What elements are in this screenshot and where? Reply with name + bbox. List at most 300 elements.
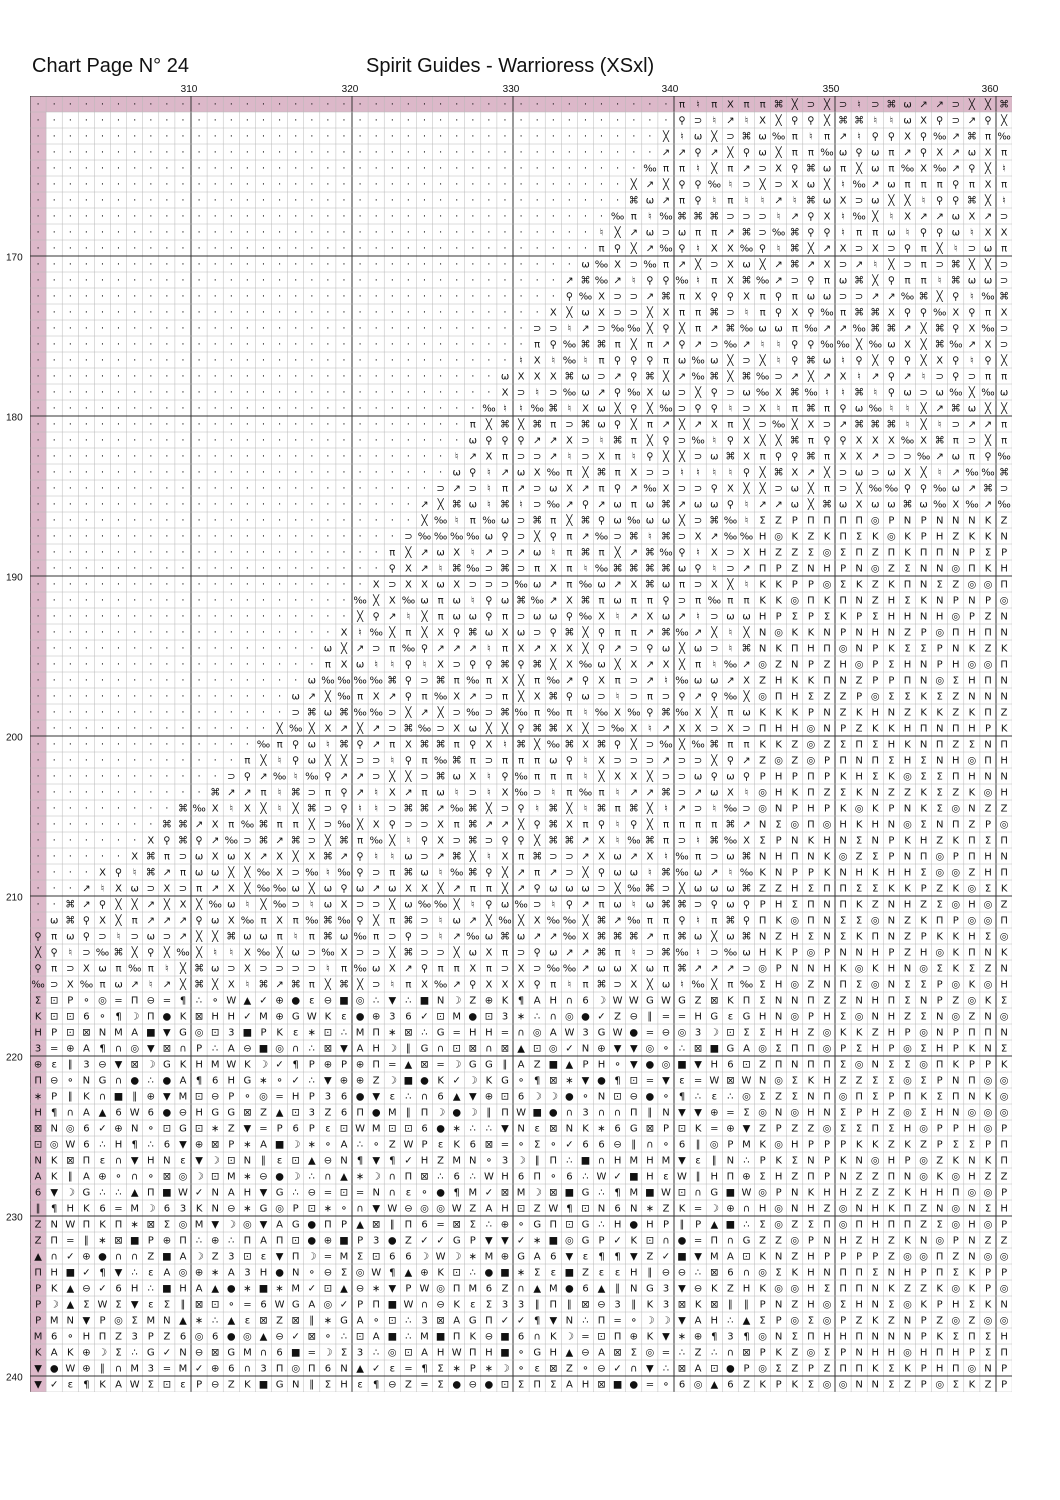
svg-text:‰: ‰ [820, 339, 834, 351]
svg-text:‰: ‰ [997, 499, 1011, 511]
svg-text:Χ: Χ [598, 611, 605, 623]
svg-text:♮: ♮ [1002, 195, 1006, 207]
svg-text:Π: Π [774, 691, 783, 703]
svg-text:◎: ◎ [854, 659, 864, 671]
svg-text:⊃: ⊃ [629, 307, 638, 319]
svg-text:·: · [52, 531, 56, 543]
svg-text:‰: ‰ [433, 979, 448, 991]
svg-text:Σ: Σ [904, 691, 911, 703]
svg-text:·: · [261, 147, 266, 159]
svg-text:Χ: Χ [598, 835, 605, 847]
column-label-320: 320 [341, 84, 359, 95]
svg-text:╳: ╳ [968, 387, 975, 399]
svg-text:⚲: ⚲ [565, 899, 574, 911]
svg-text:╳: ╳ [179, 963, 187, 975]
svg-text:⊃: ⊃ [355, 755, 365, 767]
svg-text:·: · [261, 691, 266, 703]
svg-text:·: · [487, 163, 491, 175]
svg-text:‰: ‰ [755, 275, 770, 287]
svg-text:⚲: ⚲ [742, 915, 751, 927]
svg-text:Ζ: Ζ [855, 1315, 863, 1327]
svg-text:⌘: ⌘ [741, 883, 752, 895]
svg-text:╳: ╳ [920, 467, 927, 479]
svg-text:Ν: Ν [774, 803, 783, 815]
svg-text:‰: ‰ [305, 915, 319, 927]
svg-text:╳: ╳ [357, 611, 364, 623]
svg-text:Σ: Σ [775, 1043, 782, 1055]
svg-text:Ν: Ν [887, 931, 896, 943]
svg-text:☽: ☽ [709, 1027, 719, 1039]
svg-text:π: π [695, 323, 702, 335]
svg-text:⊃: ⊃ [677, 771, 687, 783]
svg-text:·: · [229, 387, 233, 399]
svg-text:Χ: Χ [887, 307, 895, 319]
svg-text:·: · [326, 611, 330, 623]
svg-text:Η: Η [935, 1187, 944, 1199]
svg-text:¶: ¶ [614, 1187, 621, 1199]
svg-text:◎: ◎ [887, 531, 896, 543]
svg-text:Ρ: Ρ [840, 627, 847, 639]
svg-text:π: π [856, 227, 863, 239]
svg-text:╳: ╳ [292, 803, 299, 815]
svg-text:A: A [485, 1203, 493, 1215]
svg-text:A: A [227, 1267, 235, 1279]
svg-text:·: · [358, 99, 362, 111]
svg-text:Ρ: Ρ [791, 771, 798, 783]
svg-text:Σ: Σ [872, 1091, 879, 1103]
svg-text:◎: ◎ [291, 1363, 301, 1375]
svg-text:Κ: Κ [791, 675, 799, 687]
svg-text:⌘: ⌘ [564, 835, 575, 847]
svg-text:⊠: ⊠ [613, 1347, 622, 1359]
svg-text:♮: ♮ [487, 851, 491, 863]
svg-text:·: · [294, 211, 298, 223]
svg-text:Ν: Ν [823, 979, 831, 991]
svg-text:Η: Η [952, 755, 960, 767]
svg-text:♮: ♮ [744, 115, 749, 127]
svg-text:·: · [213, 579, 217, 591]
svg-text:·: · [648, 115, 652, 127]
svg-text:‰: ‰ [723, 947, 738, 959]
svg-text:Ρ: Ρ [920, 931, 927, 943]
svg-text:G: G [146, 1347, 155, 1359]
svg-text:◎: ◎ [790, 819, 800, 831]
svg-text:·: · [422, 179, 427, 191]
svg-text:π: π [791, 131, 798, 143]
svg-text:Η: Η [839, 1235, 847, 1247]
svg-text:♮: ♮ [374, 787, 378, 799]
svg-text:·: · [551, 99, 555, 111]
svg-text:Η: Η [34, 1107, 42, 1119]
svg-text:‰: ‰ [417, 723, 432, 735]
svg-text:π: π [727, 163, 734, 175]
svg-text:Ν: Ν [774, 1011, 783, 1023]
svg-text:♮: ♮ [696, 947, 700, 959]
svg-text:♮: ♮ [438, 915, 443, 927]
svg-text:ω: ω [516, 627, 526, 639]
svg-text:·: · [358, 147, 362, 159]
svg-text:·: · [245, 435, 249, 447]
svg-text:ε: ε [470, 1299, 476, 1311]
svg-text:Ν: Ν [807, 563, 815, 575]
svg-text:⊃: ⊃ [710, 947, 719, 959]
svg-text:Π: Π [871, 1123, 880, 1135]
svg-text:·: · [84, 531, 88, 543]
svg-text:·: · [84, 803, 88, 815]
svg-text:π: π [550, 419, 557, 431]
svg-text:Ν: Ν [903, 1171, 912, 1183]
svg-text:·: · [519, 307, 523, 319]
svg-text:✓: ✓ [436, 1235, 445, 1247]
svg-text:⚲: ⚲ [613, 355, 622, 367]
svg-text:♮: ♮ [793, 195, 797, 207]
svg-text:Χ: Χ [99, 915, 106, 927]
svg-text:π: π [598, 787, 605, 799]
svg-text:⌘: ⌘ [145, 851, 156, 863]
svg-text:·: · [52, 755, 56, 767]
svg-text:⌘: ⌘ [596, 467, 607, 479]
svg-text:Π: Π [823, 1091, 831, 1103]
svg-text:Η: Η [823, 1075, 831, 1087]
svg-text:Ν: Ν [791, 1187, 799, 1199]
svg-text:ω: ω [999, 387, 1009, 399]
svg-text:‰: ‰ [610, 211, 625, 223]
svg-text:↗: ↗ [645, 675, 655, 687]
svg-text:π: π [662, 259, 670, 271]
svg-text:·: · [439, 227, 443, 239]
svg-text:·: · [278, 659, 282, 671]
svg-text:A: A [34, 1171, 42, 1183]
svg-text:π: π [711, 819, 718, 831]
svg-text:⌘: ⌘ [870, 323, 881, 335]
svg-text:·: · [358, 419, 362, 431]
svg-text:⌘: ⌘ [661, 947, 671, 959]
svg-text:Ν: Ν [82, 1075, 91, 1087]
svg-text:Π: Π [807, 995, 815, 1007]
svg-text:·: · [149, 275, 153, 287]
svg-text:G: G [581, 1187, 590, 1199]
svg-text:◎: ◎ [999, 1091, 1009, 1103]
svg-text:Η: Η [613, 1219, 622, 1231]
svg-text:·: · [245, 467, 249, 479]
svg-text:Ρ: Ρ [888, 803, 895, 815]
svg-text:⊖: ⊖ [98, 1059, 107, 1071]
svg-text:∴: ∴ [598, 1219, 605, 1231]
svg-text:Π: Π [855, 1283, 863, 1295]
svg-text:ω: ω [404, 851, 413, 863]
svg-text:·: · [52, 323, 56, 335]
svg-text:⊃: ⊃ [452, 659, 461, 671]
svg-text:·: · [116, 643, 121, 655]
svg-text:·: · [181, 179, 185, 191]
svg-text:·: · [68, 99, 72, 111]
svg-text:·: · [133, 163, 137, 175]
svg-text:Χ: Χ [871, 435, 879, 447]
svg-text:⚬: ⚬ [516, 1075, 526, 1087]
svg-text:·: · [632, 163, 636, 175]
svg-text:A: A [227, 1043, 235, 1055]
svg-text:·: · [165, 467, 169, 479]
svg-text:Σ: Σ [163, 1219, 171, 1231]
svg-text:⚲: ⚲ [887, 131, 896, 143]
svg-text:⌘: ⌘ [500, 659, 510, 671]
svg-text:∗: ∗ [211, 1267, 220, 1279]
svg-text:↗: ↗ [790, 371, 799, 383]
svg-text:·: · [229, 691, 233, 703]
svg-text:▲: ▲ [565, 1059, 574, 1071]
svg-text:π: π [646, 691, 653, 703]
svg-text:·: · [310, 451, 314, 463]
svg-text:∩: ∩ [565, 1107, 574, 1119]
svg-text:⚲: ⚲ [581, 499, 590, 511]
svg-text:⚲: ⚲ [163, 835, 171, 847]
svg-text:·: · [100, 707, 105, 719]
svg-text:3: 3 [727, 1331, 734, 1343]
svg-text:ω: ω [500, 595, 510, 607]
svg-text:Χ: Χ [710, 547, 718, 559]
svg-text:Σ: Σ [968, 1139, 976, 1151]
svg-text:·: · [52, 547, 56, 559]
svg-text:·: · [197, 323, 201, 335]
svg-text:·: · [213, 323, 217, 335]
svg-text:·: · [245, 115, 249, 127]
svg-text:⊃: ⊃ [790, 275, 799, 287]
svg-text:Ν: Ν [952, 515, 960, 527]
svg-text:▲: ▲ [66, 1299, 75, 1311]
svg-text:⌘: ⌘ [403, 867, 414, 879]
svg-text:⊃: ⊃ [565, 867, 574, 879]
svg-text:Ρ: Ρ [952, 595, 959, 607]
svg-text:⊃: ⊃ [661, 771, 671, 783]
svg-text:·: · [294, 115, 298, 127]
svg-text:Ν: Ν [855, 627, 863, 639]
svg-text:ω: ω [130, 883, 139, 895]
svg-text:Ν: Ν [952, 1075, 960, 1087]
svg-text:·: · [213, 675, 217, 687]
svg-text:6: 6 [147, 1107, 154, 1119]
svg-text:Η: Η [903, 723, 912, 735]
svg-text:∩: ∩ [726, 1235, 735, 1247]
svg-text:‰: ‰ [176, 947, 190, 959]
svg-text:Σ: Σ [888, 1123, 895, 1135]
svg-text:Χ: Χ [630, 579, 638, 591]
svg-text:⊡: ⊡ [211, 1027, 220, 1039]
svg-text:Σ: Σ [34, 995, 42, 1007]
svg-text:╳: ╳ [196, 931, 203, 943]
svg-text:‰: ‰ [836, 339, 850, 351]
svg-text:Ν: Ν [565, 1315, 574, 1327]
svg-text:Σ: Σ [888, 659, 895, 671]
svg-text:·: · [310, 403, 314, 415]
svg-text:♮: ♮ [599, 227, 604, 239]
svg-text:Ρ: Ρ [807, 867, 814, 879]
svg-text:Π: Π [1000, 659, 1008, 671]
svg-text:·: · [439, 419, 443, 431]
svg-text:◎: ◎ [822, 1027, 832, 1039]
svg-text:Ζ: Ζ [871, 1171, 879, 1183]
svg-text:Ν: Ν [1000, 963, 1008, 975]
svg-text:·: · [36, 787, 40, 799]
svg-text:·: · [261, 275, 266, 287]
svg-text:Κ: Κ [759, 1251, 766, 1263]
svg-text:π: π [518, 851, 525, 863]
svg-text:⚲: ⚲ [340, 883, 348, 895]
svg-text:G: G [646, 1283, 654, 1295]
svg-text:M: M [661, 1155, 671, 1167]
svg-text:‰: ‰ [868, 403, 883, 415]
svg-text:⚬: ⚬ [661, 1379, 671, 1391]
svg-text:⚲: ⚲ [678, 243, 686, 255]
svg-text:·: · [261, 115, 266, 127]
svg-text:♮: ♮ [406, 611, 411, 623]
svg-text:Ζ: Ζ [163, 1331, 171, 1343]
svg-text:·: · [68, 323, 72, 335]
svg-text:Π: Π [952, 1187, 960, 1199]
svg-text:·: · [326, 483, 330, 495]
svg-text:⊃: ⊃ [629, 691, 638, 703]
svg-text:Ρ: Ρ [984, 1267, 992, 1279]
svg-text:⚬: ⚬ [339, 1203, 349, 1215]
svg-text:Χ: Χ [952, 307, 960, 319]
svg-text:Χ: Χ [904, 211, 911, 223]
svg-text:Κ: Κ [888, 771, 895, 783]
svg-text:⊕: ⊕ [162, 1235, 172, 1247]
svg-text:Ρ: Ρ [791, 515, 798, 527]
svg-text:⌘: ⌘ [113, 947, 124, 959]
svg-text:⌘: ⌘ [65, 899, 76, 911]
svg-text:=: = [500, 1027, 510, 1039]
svg-text:⊖: ⊖ [259, 1171, 268, 1183]
svg-text:‰: ‰ [723, 691, 738, 703]
svg-text:Σ: Σ [839, 739, 847, 751]
svg-text:⚲: ⚲ [630, 371, 638, 383]
svg-text:♮: ♮ [696, 611, 700, 623]
svg-text:Π: Π [935, 915, 944, 927]
svg-text:‰: ‰ [675, 707, 689, 719]
svg-text:⚲: ⚲ [742, 899, 751, 911]
svg-text:◎: ◎ [903, 1251, 912, 1263]
svg-text:Ν: Ν [807, 963, 815, 975]
svg-text:·: · [213, 659, 217, 671]
svg-text:3: 3 [662, 1283, 670, 1295]
svg-text:╳: ╳ [1001, 355, 1008, 367]
svg-text:♮: ♮ [165, 963, 169, 975]
svg-text:⚲: ⚲ [597, 643, 606, 655]
svg-text:Η: Η [758, 611, 767, 623]
svg-text:⌘: ⌘ [741, 643, 752, 655]
svg-text:·: · [149, 595, 153, 607]
svg-text:╳: ╳ [695, 259, 702, 271]
svg-text:·: · [374, 211, 378, 223]
svg-text:·: · [84, 131, 88, 143]
stitch-symbols [31, 98, 1010, 1391]
svg-text:·: · [310, 387, 314, 399]
svg-text:⊖: ⊖ [613, 1139, 622, 1151]
svg-text:·: · [278, 595, 282, 607]
svg-text:·: · [68, 627, 72, 639]
svg-text:⊃: ⊃ [967, 371, 977, 383]
svg-text:M: M [468, 1283, 478, 1295]
svg-text:·: · [213, 275, 217, 287]
svg-text:·: · [84, 147, 88, 159]
svg-text:·: · [390, 339, 394, 351]
svg-text:·: · [406, 275, 410, 287]
svg-text:ε: ε [51, 1059, 57, 1071]
svg-text:·: · [84, 483, 88, 495]
svg-text:·: · [36, 707, 40, 719]
svg-text:·: · [213, 339, 217, 351]
svg-text:⊃: ⊃ [903, 451, 912, 463]
svg-text:π: π [727, 419, 734, 431]
svg-text:·: · [310, 179, 314, 191]
svg-text:Π: Π [839, 899, 847, 911]
svg-text:=: = [710, 1123, 719, 1135]
svg-text:Η: Η [887, 739, 896, 751]
svg-text:♮: ♮ [519, 355, 523, 367]
svg-text:♮: ♮ [905, 227, 910, 239]
svg-text:·: · [278, 467, 282, 479]
svg-text:‰: ‰ [256, 739, 271, 751]
svg-text:ω: ω [903, 115, 912, 127]
svg-text:⌘: ⌘ [628, 931, 639, 943]
svg-text:Η: Η [823, 1011, 831, 1023]
svg-text:∴: ∴ [131, 1267, 138, 1279]
svg-text:⌘: ⌘ [580, 419, 591, 431]
svg-text:Κ: Κ [872, 531, 879, 543]
svg-text:Π: Π [807, 595, 815, 607]
svg-text:✓: ✓ [194, 1187, 204, 1199]
svg-text:⚲: ⚲ [694, 403, 702, 415]
svg-text:▲: ▲ [597, 1283, 606, 1295]
svg-text:Η: Η [935, 531, 944, 543]
svg-text:Π: Π [952, 1363, 960, 1375]
svg-text:↗: ↗ [677, 499, 687, 511]
svg-text:⚲: ⚲ [292, 739, 300, 751]
svg-text:·: · [406, 99, 410, 111]
svg-text:·: · [406, 435, 410, 447]
svg-text:Χ: Χ [453, 547, 461, 559]
svg-text:Κ: Κ [855, 931, 863, 943]
svg-text:Κ: Κ [453, 1139, 460, 1151]
svg-text:◎: ◎ [436, 1283, 445, 1295]
svg-text:Ν: Ν [839, 675, 847, 687]
svg-text:ω: ω [565, 883, 574, 895]
svg-text:∥: ∥ [389, 1219, 395, 1231]
svg-text:·: · [261, 579, 266, 591]
svg-text:Π: Π [952, 1091, 960, 1103]
svg-text:Ρ: Ρ [984, 1283, 992, 1295]
svg-text:·: · [439, 99, 443, 111]
svg-text:⌘: ⌘ [451, 563, 462, 575]
svg-text:✓: ✓ [291, 1331, 300, 1343]
svg-text:Σ: Σ [823, 1347, 831, 1359]
svg-text:☽: ☽ [468, 1107, 478, 1119]
svg-text:↗: ↗ [790, 211, 799, 223]
svg-text:·: · [165, 787, 169, 799]
svg-text:Ρ: Ρ [743, 1363, 750, 1375]
svg-text:ω: ω [66, 931, 75, 943]
svg-text:Ρ: Ρ [856, 1251, 863, 1263]
svg-text:Π: Π [887, 995, 896, 1007]
svg-text:↗: ↗ [887, 291, 896, 303]
svg-text:⌘: ⌘ [789, 259, 800, 271]
svg-text:Η: Η [774, 1171, 783, 1183]
svg-text:⚲: ⚲ [791, 339, 799, 351]
svg-text:·: · [519, 195, 523, 207]
svg-text:ε: ε [727, 1011, 734, 1023]
svg-text:⊃: ⊃ [372, 771, 381, 783]
svg-text:M: M [709, 1251, 719, 1263]
